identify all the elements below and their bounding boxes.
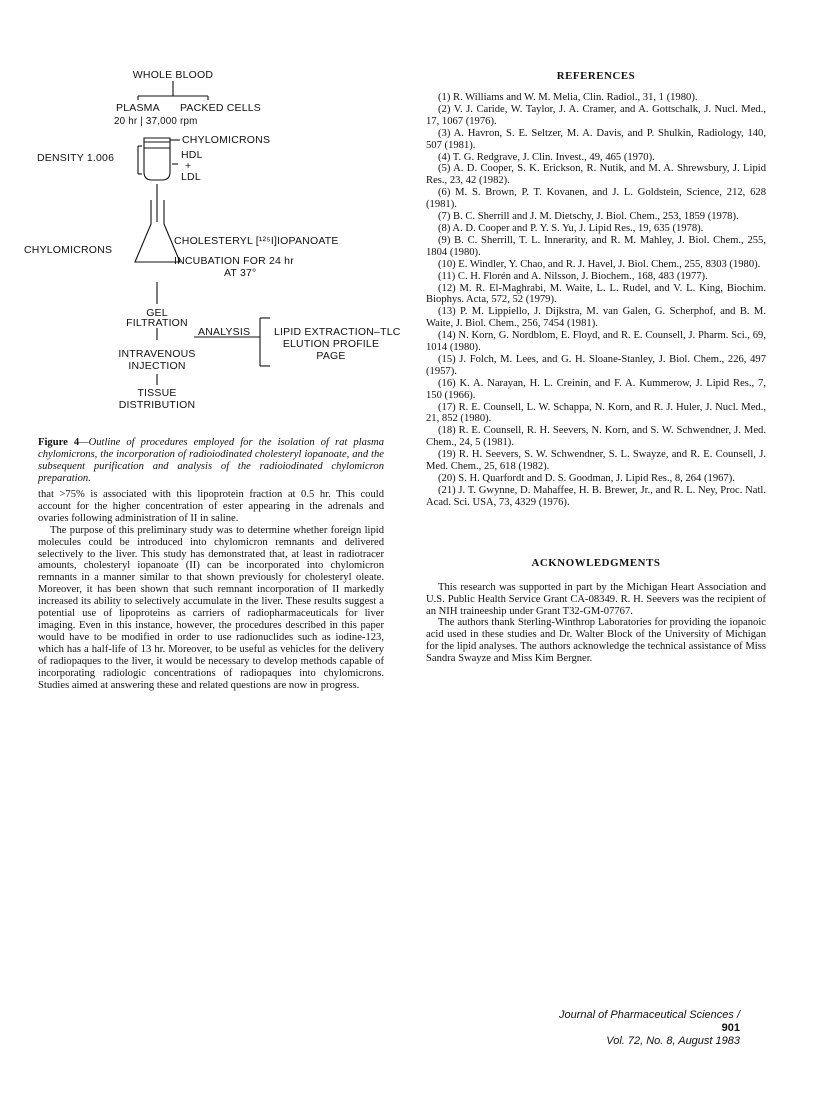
reference-item: (20) S. H. Quarfordt and D. S. Goodman, J. Lipid Res., 8, 264 (1967). [438, 473, 735, 484]
reference-item: (3) A. Havron, S. E. Seltzer, M. A. Davis, and P. Shulkin, Radiology, 140, 507 (1981). [426, 127, 766, 151]
diagram-cholesteryl-iopanoate: CHOLESTERYL [¹²⁵I]IOPANOATE [174, 235, 339, 247]
diagram-whole-blood: WHOLE BLOOD [132, 69, 214, 81]
reference-list [426, 92, 766, 509]
diagram-tissue: TISSUE [137, 387, 177, 399]
diagram-plasma: PLASMA [116, 102, 160, 114]
reference-item: (19) R. H. Seevers, S. W. Schwendner, S. L. Swayze, and R. E. Counsell, J. Med. Chem., 25, 618 (1982). [426, 449, 766, 473]
diagram-analysis: ANALYSIS [198, 326, 251, 338]
diagram-incubation-temp: AT 37° [224, 267, 257, 279]
figure-label: Figure 4 [38, 437, 80, 448]
paragraph: that >75% is associated with this lipoprotein fraction at 0.5 hr. This could account for the higher concentration of ester appearing in the adrenals and ovaries following administration of II in saline. [38, 489, 384, 524]
diagram-gel: GEL [146, 307, 168, 319]
reference-item: (7) B. C. Sherrill and J. M. Dietschy, J. Biol. Chem., 253, 1859 (1978). [438, 211, 739, 223]
reference-item: (16) K. A. Narayan, H. L. Creinin, and F. A. Kummerow, J. Lipid Res., 7, 150 (1966). [426, 377, 766, 401]
right-column [426, 70, 766, 665]
diagram-page: PAGE [316, 350, 346, 362]
reference-item: (1) R. Williams and W. M. Melia, Clin. Radiol., 31, 1 (1980). [438, 92, 698, 103]
diagram-chylomicrons-layer: CHYLOMICRONS [182, 134, 271, 146]
diagram-injection: INJECTION [128, 360, 186, 372]
figure-caption-text: —Outline of procedures employed for the isolation of rat plasma chylomicrons, the incorporation of radioiodinated cholesteryl iopanoate, and the subsequent purification and analysis of the radioiodinated chylomicron preparation. [38, 437, 384, 484]
procedure-flow-diagram [18, 64, 418, 432]
reference-item: (18) R. E. Counsell, R. H. Seevers, N. Korn, and S. W. Schwendner, J. Med. Chem., 24, 5 (1981). [426, 425, 766, 449]
figure-caption [38, 437, 384, 485]
reference-item: (5) A. D. Cooper, S. K. Erickson, R. Nutik, and M. A. Shrewsbury, J. Lipid Res., 23, 42 (1982). [426, 163, 766, 187]
reference-item: (17) R. E. Counsell, L. W. Schappa, N. Korn, and R. J. Huler, J. Nucl. Med., 21, 852 (1980). [426, 401, 766, 425]
paragraph: The authors thank Sterling-Winthrop Laboratories for providing the iopanoic acid used in these studies and Dr. Walter Block of the University of Michigan for the lipid analyses. The authors acknowledge the technical assistance of Miss Sandra Swayze and Miss Kim Bergner. [426, 617, 766, 665]
reference-item: (6) M. S. Brown, P. T. Kovanen, and J. L. Goldstein, Science, 212, 628 (1981). [426, 187, 766, 211]
acknowledgments-text [426, 582, 766, 665]
reference-item: (8) A. D. Cooper and P. Y. S. Yu, J. Lipid Res., 19, 635 (1978). [438, 222, 704, 234]
diagram-elution-profile: ELUTION PROFILE [282, 338, 380, 350]
diagram-packed-cells: PACKED CELLS [180, 102, 261, 114]
diagram-lipid-extraction: LIPID EXTRACTION–TLC [274, 326, 401, 338]
page-number: 901 [721, 1022, 740, 1034]
reference-item: (13) P. M. Lippiello, J. Dijkstra, M. van Galen, G. Scherphof, and B. M. Waite, J. Biol. Chem., 256, 7454 (1981). [426, 306, 766, 330]
acknowledgments-heading: ACKNOWLEDGMENTS [531, 556, 661, 569]
journal-volume: Vol. 72, No. 8, August 1983 [606, 1035, 740, 1047]
reference-item: (11) C. H. Florén and A. Nilsson, J. Biochem., 168, 483 (1977). [438, 270, 708, 282]
journal-name: Journal of Pharmaceutical Sciences / [559, 1009, 740, 1021]
references-heading: REFERENCES [556, 70, 636, 82]
reference-item: (2) V. J. Caride, W. Taylor, J. A. Cramer, and A. Gottschalk, J. Nucl. Med., 17, 1067 (1976). [426, 103, 766, 127]
diagram-ldl: LDL [181, 171, 201, 183]
diagram-distribution: DISTRIBUTION [118, 399, 196, 411]
diagram-incubation: INCUBATION FOR 24 hr [174, 255, 294, 267]
diagram-centrifuge-conditions: 20 hr | 37,000 rpm [114, 116, 198, 127]
reference-item: (4) T. G. Redgrave, J. Clin. Invest., 49, 465 (1970). [438, 151, 655, 163]
reference-item: (15) J. Folch, M. Lees, and G. H. Sloane-Stanley, J. Biol. Chem., 226, 497 (1957). [426, 353, 766, 377]
page-footer [540, 1009, 740, 1048]
paragraph: The purpose of this preliminary study was to determine whether foreign lipid molecules could be introduced into chylomicron remnants and delivered selectively to the liver. This study has demonstrated that, at least in radiotracer amounts, cholesteryl iopanoate (II) can be incorporated into chylomicron remnants in a manner similar to that shown previously for cholesteryl oleate. Moreover, it has been shown that such remnant incorporation of II markedly increased its ability to selectively accumulate in the liver. These results suggest a potential use of lipoproteins as carriers of radiopharmaceuticals for liver imaging. Even in this instance, however, the procedures described in this paper would have to be modified in order to use radionuclides such as iodine-123, which has a half-life of 13 hr. Moreover, to be useful as vehicles for the delivery of radiopaques to the liver, it would be necessary to develop methods capable of incorporating radiologic concentrations of radiopaques into chylomicrons. Studies aimed at answering these and related questions are now in progress. [38, 524, 384, 691]
reference-item: (10) E. Windler, Y. Chao, and R. J. Havel, J. Biol. Chem., 255, 8303 (1980). [438, 258, 761, 270]
reference-item: (9) B. C. Sherrill, T. L. Innerarity, and R. M. Mahley, J. Biol. Chem., 255, 1804 (1980). [426, 234, 766, 258]
diagram-hdl: HDL [181, 149, 203, 161]
diagram-density: DENSITY 1.006 [37, 152, 115, 164]
diagram-intravenous: INTRAVENOUS [118, 348, 196, 360]
diagram-chylomicrons-input: CHYLOMICRONS [24, 244, 113, 256]
paragraph: This research was supported in part by the Michigan Heart Association and U.S. Public Health Service Grant CA-08349. R. H. Seevers was the recipient of an NIH traineeship under Grant T32-GM-07767. [426, 581, 766, 617]
left-column-text [38, 489, 384, 691]
reference-item: (14) N. Korn, G. Nordblom, E. Floyd, and R. E. Counsell, J. Pharm. Sci., 69, 1014 (1980). [426, 330, 766, 354]
diagram-filtration: FILTRATION [126, 317, 188, 329]
reference-item: (12) M. R. El-Maghrabi, M. Waite, L. L. Rudel, and V. L. King, Biochim. Biophys. Acta, 572, 52 (1979). [426, 282, 766, 306]
reference-item: (21) J. T. Gwynne, D. Mahaffee, H. B. Brewer, Jr., and R. L. Ney, Proc. Natl. Acad. Sci. USA, 73, 4329 (1976). [426, 484, 766, 508]
diagram-plus: + [185, 160, 192, 172]
